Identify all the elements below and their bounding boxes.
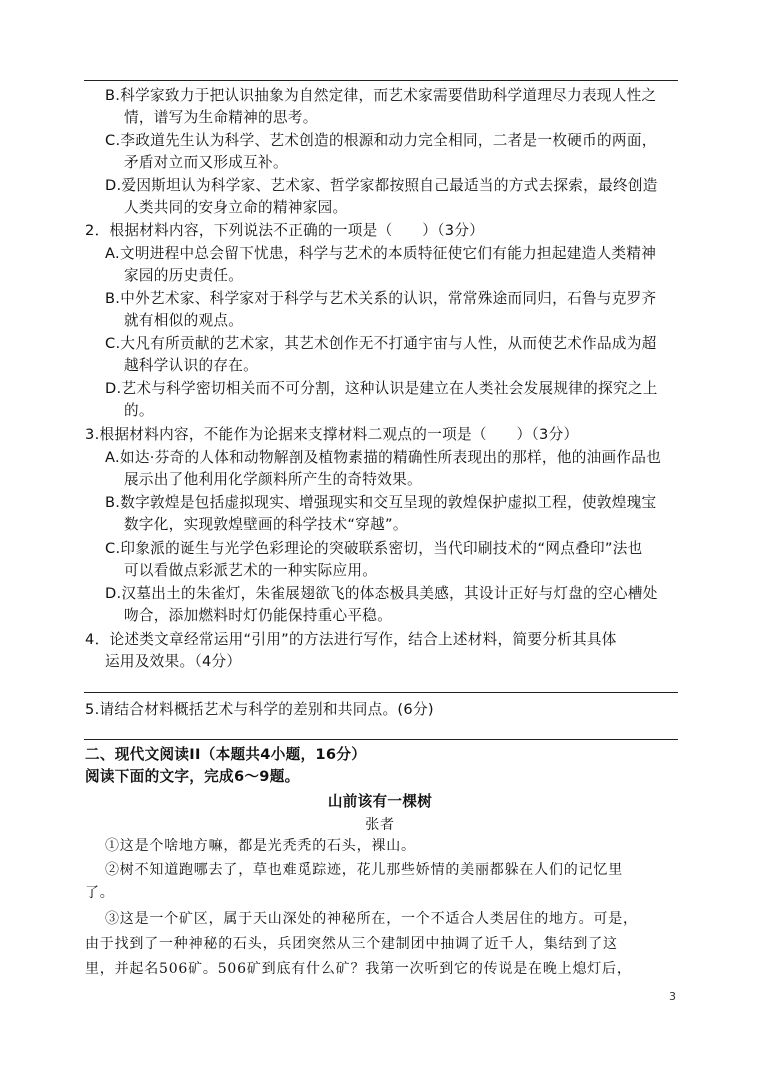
page-number: 3 xyxy=(669,990,676,1003)
q2-option-c-line1: C.大凡有所贡献的艺术家，其艺术创作无不打通宇宙与人性，从而使艺术作品成为超 xyxy=(105,335,657,352)
q5-answer-line xyxy=(84,739,678,740)
section2-instruction: 阅读下面的文字，完成6～9题。 xyxy=(85,768,300,785)
q1-option-d-line2: 人类共同的安身立命的精神家园。 xyxy=(124,199,348,216)
passage-author: 张者 xyxy=(365,817,395,833)
q2-option-c-line2: 越科学认识的存在。 xyxy=(124,357,259,374)
q1-option-b-line1: B.科学家致力于把认识抽象为自然定律，而艺术家需要借助科学道理尽力表现人性之 xyxy=(105,87,657,104)
passage-paragraph-1: ①这是个啥地方嘛，都是光秃秃的石头，裸山。 xyxy=(105,838,416,854)
q3-option-c-line2: 可以看做点彩派艺术的一种实际应用。 xyxy=(124,562,378,579)
passage-paragraph-3-line1: ③这是一个矿区，属于天山深处的神秘所在，一个不适合人类居住的地方。可是， xyxy=(105,911,638,927)
q5-stem: 5.请结合材料概括艺术与科学的差别和共同点。(6分) xyxy=(85,701,434,718)
q4-answer-line xyxy=(84,692,678,693)
passage-paragraph-2-line1: ②树不知道跑哪去了，草也难觅踪迹，花儿那些娇情的美丽都躲在人们的记忆里 xyxy=(105,862,623,878)
q3-option-b-line2: 数字化，实现敦煌壁画的科学技术“穿越”。 xyxy=(124,516,408,533)
q3-option-a-line2: 展示出了他利用化学颜料所产生的奇特效果。 xyxy=(124,471,422,488)
q3-stem: 3.根据材料内容，不能作为论据来支撑材料二观点的一项是（ ）（3分） xyxy=(85,426,579,443)
q1-option-c-line2: 矛盾对立而又形成互补。 xyxy=(124,154,288,171)
passage-paragraph-2-line2: 了。 xyxy=(85,885,115,901)
passage-paragraph-3-line3: 里，并起名506矿。506矿到底有什么矿？我第一次听到它的传说是在晚上熄灯后， xyxy=(85,961,632,977)
top-divider xyxy=(84,80,678,81)
q3-option-a-line1: A.如达·芬奇的人体和动物解剖及植物素描的精确性所表现出的那样，他的油画作品也 xyxy=(105,449,662,466)
section2-heading: 二、现代文阅读II（本题共4小题，16分） xyxy=(85,746,367,763)
q3-option-d-line2: 吻合，添加燃料时灯仍能保持重心平稳。 xyxy=(124,607,393,624)
q3-option-c-line1: C.印象派的诞生与光学色彩理论的突破联系密切，当代印刷技术的“网点叠印”法也 xyxy=(105,540,643,557)
q1-option-d-line1: D.爱因斯坦认为科学家、艺术家、哲学家都按照自己最适当的方式去探索，最终创造 xyxy=(105,177,658,194)
passage-paragraph-3-line2: 由于找到了一种神秘的石头，兵团突然从三个建制团中抽调了近千人，集结到了这 xyxy=(85,936,618,952)
q2-option-a-line2: 家园的历史责任。 xyxy=(124,267,244,284)
q1-option-c-line1: C.李政道先生认为科学、艺术创造的根源和动力完全相同，二者是一枚硬币的两面， xyxy=(105,132,657,149)
q3-option-d-line1: D.汉墓出土的朱雀灯，朱雀展翅欲飞的体态极具美感，其设计正好与灯盘的空心槽处 xyxy=(105,585,658,602)
q2-option-d-line1: D.艺术与科学密切相关而不可分割，这种认识是建立在人类社会发展规律的探究之上 xyxy=(105,380,658,397)
q4-line2: 运用及效果。（4分） xyxy=(105,653,242,670)
q2-option-a-line1: A.文明进程中总会留下忧患，科学与艺术的本质特征使它们有能力担起建造人类精神 xyxy=(105,245,657,262)
passage-title: 山前该有一棵树 xyxy=(327,793,433,810)
q2-stem: 2．根据材料内容，下列说法不正确的一项是（ ）（3分） xyxy=(85,222,485,239)
q2-option-b-line1: B.中外艺术家、科学家对于科学与艺术关系的认识，常常殊途而同归，石鲁与克罗齐 xyxy=(105,290,657,307)
q2-option-d-line2: 的。 xyxy=(124,402,154,419)
q1-option-b-line2: 情，谱写为生命精神的思考。 xyxy=(124,109,318,126)
q3-option-b-line1: B.数字敦煌是包括虚拟现实、增强现实和交互呈现的敦煌保护虚拟工程，使敦煌瑰宝 xyxy=(105,494,657,511)
q4-line1: 4．论述类文章经常运用“引用”的方法进行写作，结合上述材料，简要分析其具体 xyxy=(85,631,617,648)
q2-option-b-line2: 就有相似的观点。 xyxy=(124,312,244,329)
